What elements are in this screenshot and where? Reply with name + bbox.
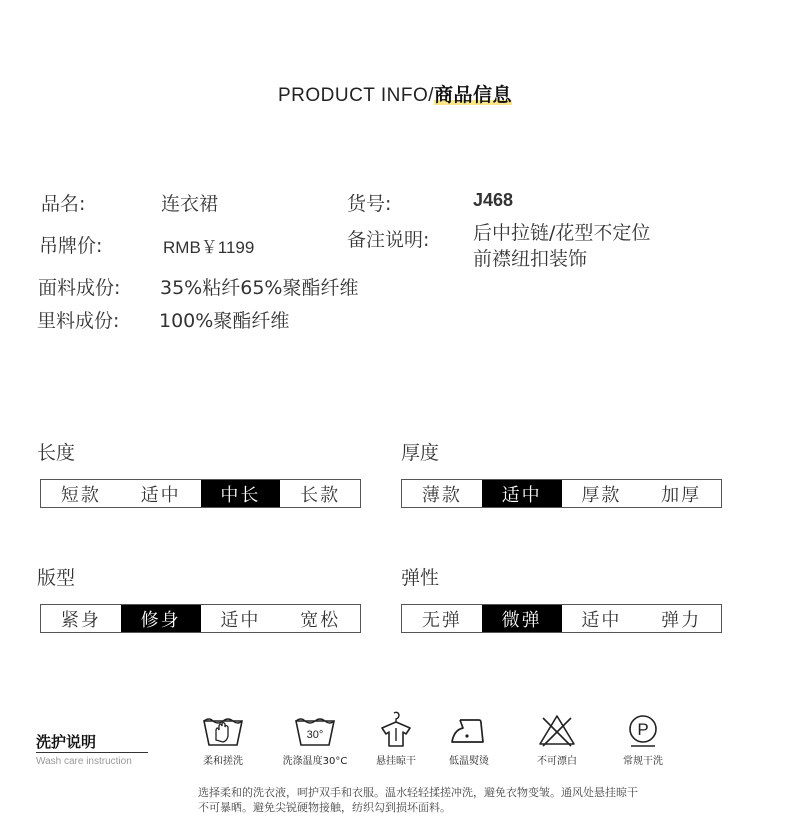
care-title: 洗护说明 xyxy=(36,733,97,751)
length-option: 短款 xyxy=(60,484,101,506)
note-line: 前襟纽扣装饰 xyxy=(473,248,588,270)
elasticity-option: 弹力 xyxy=(661,609,702,631)
length-option: 长款 xyxy=(300,484,341,506)
care-description xyxy=(198,785,698,815)
item-no-label: 货号: xyxy=(347,193,392,215)
thickness-option: 厚款 xyxy=(581,484,622,506)
note-label: 备注说明: xyxy=(347,229,430,251)
fit-scale xyxy=(40,604,361,633)
name-label: 品名: xyxy=(41,193,86,215)
care-label: 洗涤温度30°C xyxy=(282,756,348,767)
hang-dry-icon xyxy=(374,710,418,748)
care-item-no-bleach xyxy=(517,712,597,767)
care-item-dry-clean xyxy=(603,712,683,767)
thickness-title: 厚度 xyxy=(401,442,440,464)
care-item-hand-wash xyxy=(183,712,263,767)
length-option: 适中 xyxy=(140,484,181,506)
fabric-label: 面料成份: xyxy=(38,277,121,299)
fit-option: 适中 xyxy=(220,609,261,631)
care-label: 常规干洗 xyxy=(623,756,663,767)
fit-option: 紧身 xyxy=(60,609,101,631)
price-value: RMB￥1199 xyxy=(163,238,255,257)
no-bleach-icon xyxy=(535,712,579,748)
care-label: 不可漂白 xyxy=(537,756,577,767)
elasticity-title: 弹性 xyxy=(401,567,440,589)
thickness-option: 适中 xyxy=(482,480,562,507)
length-title: 长度 xyxy=(37,442,76,464)
dry-clean-icon xyxy=(621,712,665,748)
care-subtitle: Wash care instruction xyxy=(36,756,132,767)
dry-clean-letter: P xyxy=(637,720,649,739)
elasticity-option: 无弹 xyxy=(421,609,462,631)
care-label: 柔和搓洗 xyxy=(203,756,243,767)
item-no-value: J468 xyxy=(473,190,514,210)
care-description-line: 选择柔和的洗衣液，呵护双手和衣服。温水轻轻揉搓冲洗，避免衣物变皱。通风处悬挂晾干 xyxy=(198,786,638,799)
length-scale xyxy=(40,479,361,508)
name-value: 连衣裙 xyxy=(161,193,219,215)
lining-value: 100%聚酯纤维 xyxy=(159,310,290,332)
price-label: 吊牌价: xyxy=(39,235,103,257)
care-divider xyxy=(36,752,148,753)
wash-30-icon xyxy=(293,712,337,748)
lining-label: 里料成份: xyxy=(37,310,120,332)
care-item-wash-30 xyxy=(275,712,355,767)
note-value xyxy=(473,220,650,272)
length-option: 中长 xyxy=(201,480,281,507)
note-line: 后中拉链/花型不定位 xyxy=(473,222,651,244)
elasticity-option: 适中 xyxy=(581,609,622,631)
section-header xyxy=(0,80,790,107)
thickness-option: 薄款 xyxy=(421,484,462,506)
care-description-line: 不可暴晒。避免尖锐硬物接触，纺织勾到损坏面料。 xyxy=(198,801,451,814)
fit-option: 宽松 xyxy=(300,609,341,631)
elasticity-option: 微弹 xyxy=(482,605,562,632)
low-iron-icon xyxy=(447,712,491,748)
elasticity-scale xyxy=(401,604,722,633)
hand-wash-icon xyxy=(201,712,245,748)
thickness-scale xyxy=(401,479,722,508)
care-item-low-iron xyxy=(429,712,509,767)
care-item-hang-dry xyxy=(356,710,436,767)
wash-temp-text: 30° xyxy=(306,729,324,741)
care-label: 悬挂晾干 xyxy=(376,756,416,767)
header-chinese: 商品信息 xyxy=(434,84,513,106)
care-label: 低温熨烫 xyxy=(449,756,489,767)
fit-title: 版型 xyxy=(37,567,76,589)
thickness-option: 加厚 xyxy=(661,484,702,506)
fit-option: 修身 xyxy=(121,605,201,632)
fabric-value: 35%粘纤65%聚酯纤维 xyxy=(160,277,359,299)
header-english: PRODUCT INFO/ xyxy=(277,85,435,106)
